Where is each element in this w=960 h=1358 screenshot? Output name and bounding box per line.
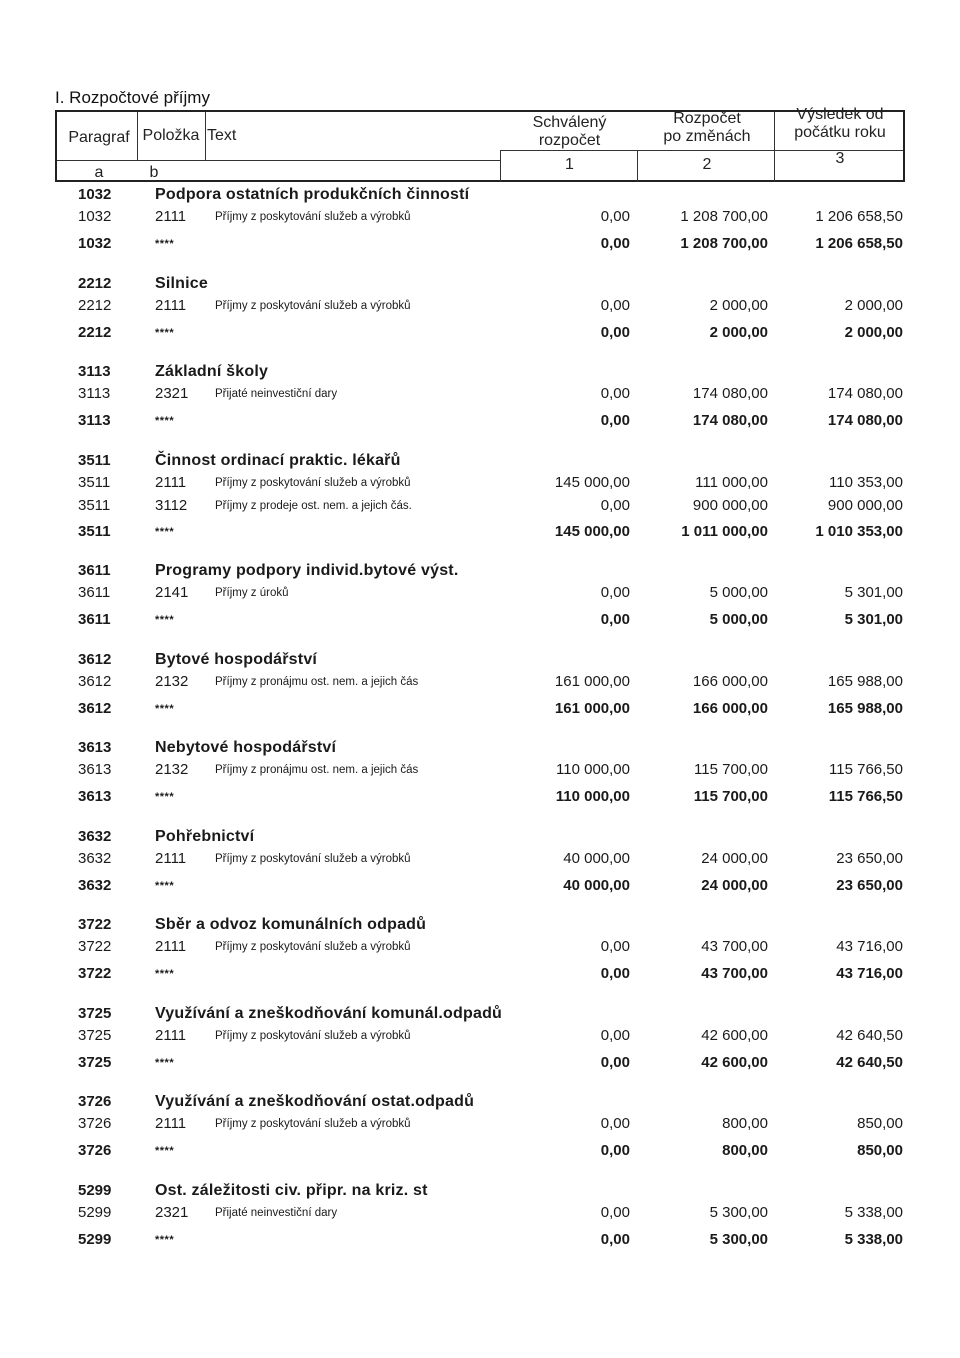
header-paragraf: Paragraf [68,129,130,146]
adjusted-budget-total: 42 600,00 [701,1053,768,1071]
adjusted-budget: 5 300,00 [709,1203,768,1221]
approved-budget-total: 0,00 [600,965,630,982]
page-title: I. Rozpočtové příjmy [55,88,210,107]
approved-budget: 0,00 [600,496,630,514]
actual-result-total: 174 080,00 [827,412,903,429]
budget-section [0,363,960,452]
item-text: Příjmy z úroků [215,587,289,599]
item-code: 2111 [155,296,187,314]
section-title: Podpora ostatních produkčních činností [155,186,470,203]
paragraph-code: 3613 [78,739,112,756]
table-row [0,1027,960,1051]
budget-section [0,651,960,740]
budget-section [0,275,960,364]
item-code: 3112 [155,496,188,514]
section-title-row [0,562,960,586]
budget-section [0,828,960,917]
table-row [0,761,960,785]
total-marker: **** [155,968,175,980]
section-title: Činnost ordinací praktic. lékařů [155,451,401,469]
item-text: Přijaté neinvestiční dary [215,1206,338,1219]
actual-result: 174 080,00 [827,385,903,402]
approved-budget: 0,00 [600,296,630,314]
table-row [0,850,960,874]
section-title-row [0,651,960,675]
section-title-row [0,452,960,476]
total-marker: **** [155,791,175,803]
item-text: Příjmy z poskytování služeb a výrobků [215,476,411,489]
actual-result: 1 206 658,50 [815,208,903,225]
section-title-row [0,1005,960,1029]
table-row [0,938,960,962]
section-title-row [0,916,960,940]
table-row [0,208,960,232]
paragraph-code: 3725 [78,1026,112,1044]
section-title-row [0,739,960,763]
adjusted-budget: 2 000,00 [709,296,768,314]
header-col2-line1: Rozpočet [673,110,741,127]
total-marker: **** [155,525,175,538]
approved-budget-total: 0,00 [600,1230,630,1248]
actual-result-total: 5 338,00 [844,1230,903,1248]
paragraph-code: 3611 [78,611,111,628]
adjusted-budget-total: 1 011 000,00 [681,522,768,540]
paragraph-code: 3726 [78,1093,112,1110]
paragraph-code: 3613 [78,788,112,805]
paragraph-code: 3725 [78,1053,112,1071]
paragraph-code: 3113 [78,412,111,429]
approved-budget-total: 0,00 [600,1053,630,1071]
approved-budget: 0,00 [600,1203,630,1221]
actual-result-total: 115 766,50 [828,788,903,805]
paragraph-code: 3722 [78,938,112,955]
item-code: 2132 [155,761,189,778]
item-code: 2141 [155,584,189,601]
section-title-row [0,828,960,852]
header-index-2: 2 [702,156,712,173]
paragraph-code: 3511 [78,473,111,491]
approved-budget: 0,00 [600,584,630,601]
approved-budget: 161 000,00 [554,672,630,690]
adjusted-budget-total: 115 700,00 [693,788,768,805]
paragraph-code: 3612 [78,650,112,668]
approved-budget: 0,00 [600,208,630,225]
paragraph-code: 3722 [78,965,112,982]
header-polozka: Položka [142,127,200,144]
adjusted-budget-total: 2 000,00 [709,323,768,341]
total-marker: **** [155,702,175,715]
section-total-row [0,611,960,635]
actual-result: 850,00 [857,1115,903,1132]
paragraph-code: 3726 [78,1115,112,1132]
section-title-row [0,1093,960,1117]
section-title: Bytové hospodářství [155,650,318,668]
adjusted-budget: 900 000,00 [692,496,768,514]
section-title-row [0,1182,960,1206]
table-row [0,474,960,498]
total-marker: **** [155,1145,175,1157]
budget-section [0,1182,960,1271]
item-text: Příjmy z prodeje ost. nem. a jejich čás. [215,499,412,512]
table-row [0,1115,960,1139]
section-total-row [0,412,960,436]
total-marker: **** [155,1233,175,1246]
section-title: Využívání a zneškodňování ostat.odpadů [155,1093,475,1110]
adjusted-budget: 1 208 700,00 [680,208,768,225]
paragraph-code: 3632 [78,827,112,845]
total-marker: **** [155,415,175,427]
actual-result: 5 301,00 [844,584,903,601]
header-index-b: b [149,164,159,181]
paragraph-code: 3113 [78,385,111,402]
section-total-row [0,1231,960,1255]
adjusted-budget-total: 174 080,00 [692,412,768,429]
approved-budget: 0,00 [600,1115,630,1132]
total-marker: **** [155,326,175,339]
adjusted-budget-total: 166 000,00 [692,699,768,717]
adjusted-budget-total: 5 000,00 [709,611,768,628]
adjusted-budget: 43 700,00 [701,938,768,955]
item-code: 2111 [155,208,187,225]
paragraph-code: 5299 [78,1230,112,1248]
section-title: Sběr a odvoz komunálních odpadů [155,916,427,933]
item-text: Příjmy z poskytování služeb a výrobků [215,1029,411,1042]
item-text: Příjmy z poskytování služeb a výrobků [215,941,411,953]
section-total-row [0,700,960,724]
actual-result-total: 42 640,50 [836,1053,903,1071]
budget-section [0,916,960,1005]
item-text: Příjmy z pronájmu ost. nem. a jejich čás [215,675,419,688]
item-text: Příjmy z poskytování služeb a výrobků [215,299,411,312]
approved-budget-total: 0,00 [600,235,630,252]
item-code: 2111 [155,1026,187,1044]
paragraph-code: 3612 [78,699,112,717]
table-header [55,106,905,182]
approved-budget-total: 0,00 [600,1142,630,1159]
paragraph-code: 1032 [78,208,112,225]
approved-budget: 40 000,00 [563,849,630,867]
section-total-row [0,965,960,989]
paragraph-code: 3725 [78,1004,112,1022]
actual-result: 2 000,00 [844,296,903,314]
header-col3-line1: Výsledek od [796,106,884,123]
table-row [0,673,960,697]
budget-section [0,452,960,563]
actual-result-total: 1 010 353,00 [815,522,903,540]
item-code: 2111 [155,1115,187,1132]
item-text: Příjmy z pronájmu ost. nem. a jejich čás [215,764,419,776]
header-divider [57,160,500,161]
adjusted-budget-total: 43 700,00 [701,965,768,982]
adjusted-budget: 800,00 [722,1115,768,1132]
item-text: Přijaté neinvestiční dary [215,388,338,400]
actual-result-total: 850,00 [857,1142,903,1159]
section-total-row [0,324,960,348]
paragraph-code: 3611 [78,562,111,579]
item-code: 2132 [155,672,189,690]
actual-result: 110 353,00 [829,473,903,491]
budget-section [0,739,960,828]
adjusted-budget: 24 000,00 [701,849,768,867]
budget-sections [0,186,960,1270]
approved-budget: 0,00 [600,385,630,402]
adjusted-budget: 5 000,00 [709,584,768,601]
section-title: Programy podpory individ.bytové výst. [155,562,459,579]
section-total-row [0,523,960,547]
approved-budget-total: 110 000,00 [555,788,630,805]
paragraph-code: 3613 [78,761,112,778]
approved-budget-total: 40 000,00 [563,876,630,894]
item-code: 2111 [155,473,187,491]
actual-result: 165 988,00 [827,672,903,690]
header-col2-line2: po změnách [663,128,751,145]
actual-result: 42 640,50 [836,1026,903,1044]
item-text: Příjmy z poskytování služeb a výrobků [215,852,411,865]
section-total-row [0,877,960,901]
approved-budget: 110 000,00 [556,761,630,778]
budget-section [0,1005,960,1094]
header-divider [137,112,138,160]
header-col1-line1: Schválený [532,114,607,131]
adjusted-budget: 174 080,00 [692,385,768,402]
paragraph-code: 3511 [78,522,111,540]
total-marker: **** [155,614,175,626]
section-title: Základní školy [155,363,269,380]
table-row [0,1204,960,1228]
item-code: 2111 [155,849,187,867]
paragraph-code: 2212 [78,323,112,341]
paragraph-code: 3511 [78,451,111,469]
table-row [0,584,960,608]
header-divider [637,150,638,182]
paragraph-code: 5299 [78,1181,112,1199]
adjusted-budget-total: 1 208 700,00 [680,235,768,252]
paragraph-code: 1032 [78,235,112,252]
header-text: Text [207,127,237,144]
actual-result: 23 650,00 [836,849,903,867]
section-total-row [0,1054,960,1078]
actual-result-total: 23 650,00 [836,876,903,894]
section-total-row [0,235,960,259]
paragraph-code: 3511 [78,496,111,514]
item-code: 2321 [155,385,189,402]
approved-budget-total: 161 000,00 [554,699,630,717]
paragraph-code: 3726 [78,1142,112,1159]
actual-result-total: 5 301,00 [844,611,903,628]
section-title: Ost. záležitosti civ. připr. na kriz. st [155,1181,428,1199]
section-title: Využívání a zneškodňování komunál.odpadů [155,1004,503,1022]
paragraph-code: 3612 [78,672,112,690]
section-title-row [0,363,960,387]
section-title-row [0,186,960,210]
total-marker: **** [155,1056,175,1069]
paragraph-code: 3632 [78,876,112,894]
header-divider [205,112,206,160]
adjusted-budget-total: 800,00 [722,1142,768,1159]
section-title: Nebytové hospodářství [155,739,337,756]
adjusted-budget-total: 24 000,00 [701,876,768,894]
actual-result-total: 165 988,00 [827,699,903,717]
header-col1-line2: rozpočet [538,132,601,149]
header-divider [500,150,501,182]
item-text: Příjmy z poskytování služeb a výrobků [215,1118,411,1130]
adjusted-budget: 42 600,00 [701,1026,768,1044]
actual-result: 900 000,00 [827,496,903,514]
paragraph-code: 3722 [78,916,112,933]
header-col3-line2: počátku roku [794,124,886,141]
paragraph-code: 2212 [78,274,112,292]
paragraph-code: 3632 [78,849,112,867]
approved-budget: 0,00 [600,938,630,955]
item-code: 2321 [155,1203,189,1221]
approved-budget: 145 000,00 [554,473,630,491]
header-divider [774,112,775,182]
section-title-row [0,275,960,299]
item-text: Příjmy z poskytování služeb a výrobků [215,211,411,223]
actual-result: 5 338,00 [844,1203,903,1221]
table-row [0,497,960,521]
approved-budget-total: 0,00 [600,611,630,628]
header-index-a: a [94,164,104,181]
section-title: Silnice [155,274,208,292]
approved-budget-total: 0,00 [600,323,630,341]
actual-result: 115 766,50 [829,761,903,778]
actual-result-total: 1 206 658,50 [815,235,903,252]
approved-budget-total: 145 000,00 [554,522,630,540]
item-code: 2111 [155,938,187,955]
table-row [0,297,960,321]
budget-section [0,562,960,651]
budget-section [0,1093,960,1182]
total-marker: **** [155,879,175,892]
paragraph-code: 5299 [78,1203,112,1221]
adjusted-budget: 111 000,00 [695,473,768,491]
table-row [0,385,960,409]
approved-budget-total: 0,00 [600,412,630,429]
actual-result: 43 716,00 [836,938,903,955]
section-total-row [0,788,960,812]
header-index-1: 1 [565,156,574,173]
total-marker: **** [155,238,175,250]
paragraph-code: 1032 [78,186,112,203]
paragraph-code: 2212 [78,296,112,314]
section-total-row [0,1142,960,1166]
adjusted-budget-total: 5 300,00 [709,1230,768,1248]
section-title: Pohřebnictví [155,827,255,845]
actual-result-total: 43 716,00 [836,965,903,982]
paragraph-code: 3113 [78,363,111,380]
budget-section [0,186,960,275]
header-index-3: 3 [835,150,845,167]
approved-budget: 0,00 [600,1026,630,1044]
actual-result-total: 2 000,00 [844,323,903,341]
adjusted-budget: 166 000,00 [692,672,768,690]
paragraph-code: 3611 [78,584,111,601]
adjusted-budget: 115 700,00 [694,761,768,778]
